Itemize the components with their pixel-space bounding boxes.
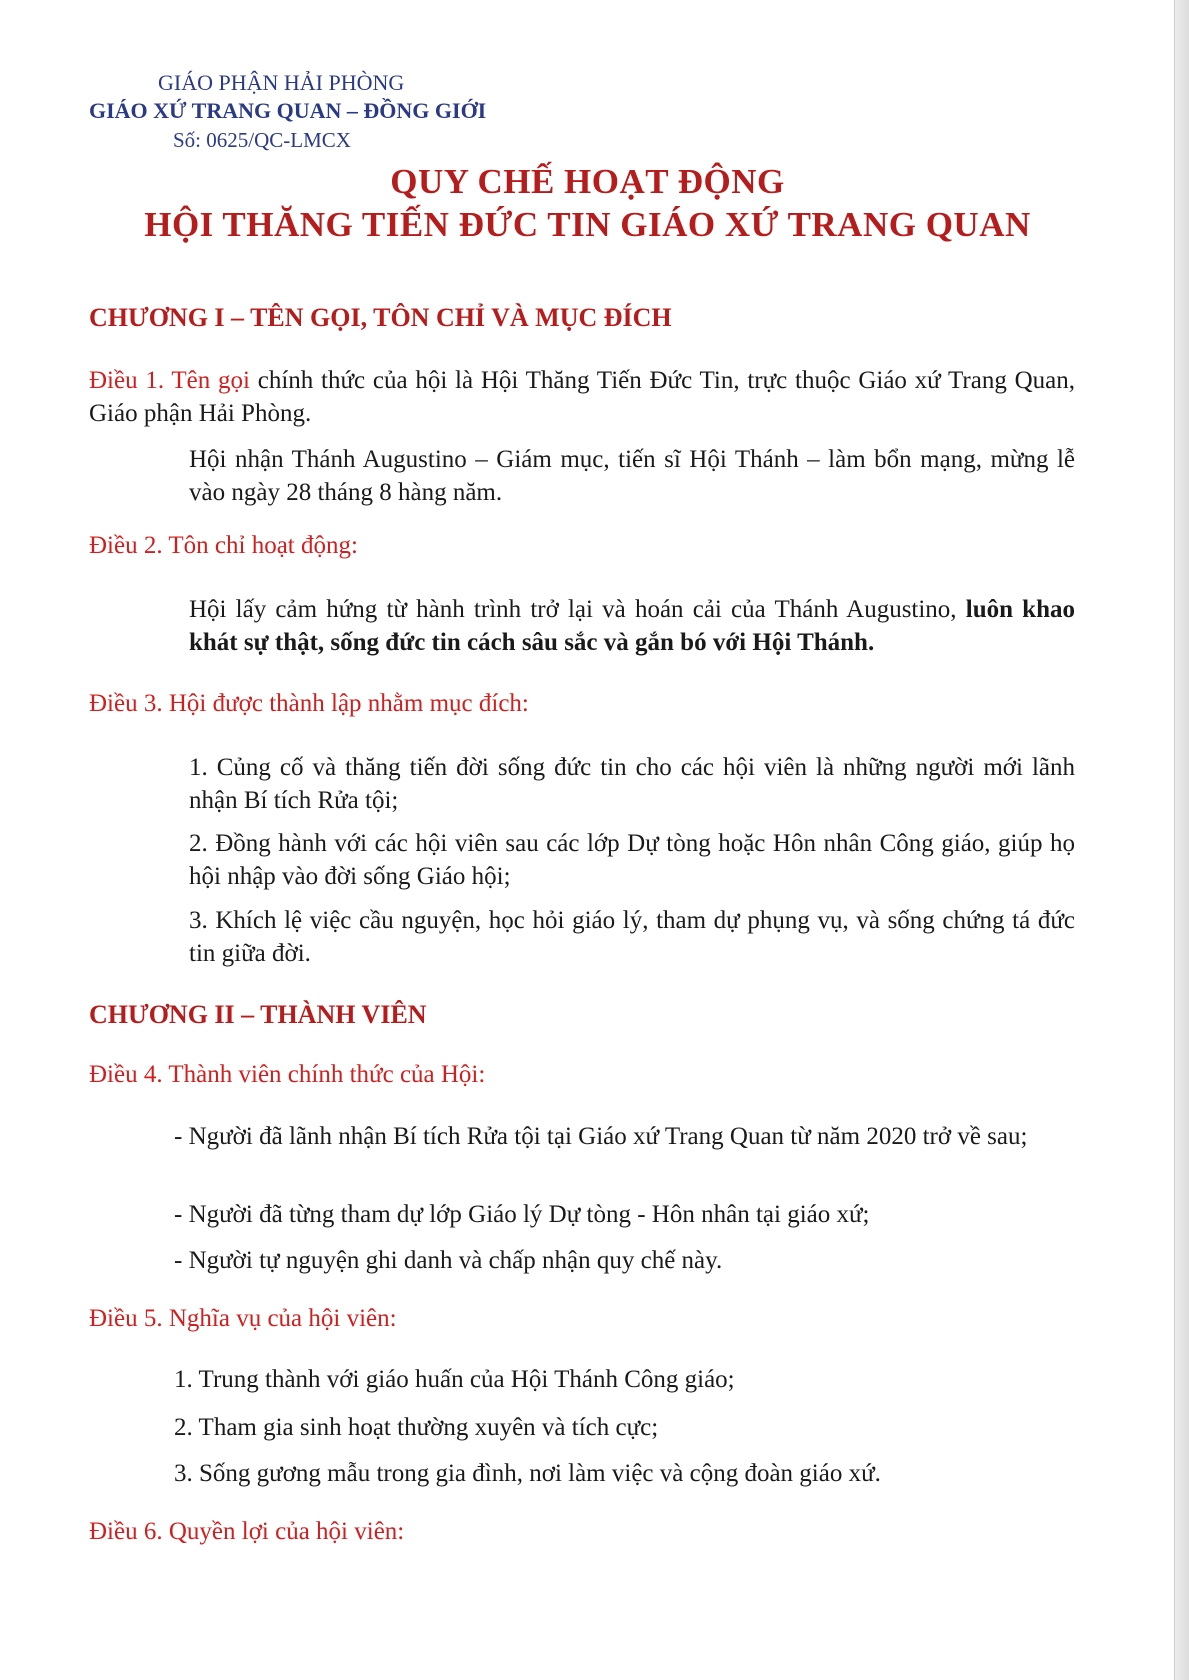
article-4-heading: Điều 4. Thành viên chính thức của Hội:	[89, 1061, 486, 1088]
article-3-item-3: 3. Khích lệ việc cầu nguyện, học hỏi giáo lý, tham dự phụng vụ, và sống chứng tá đức tin giữa đời.	[189, 907, 1075, 967]
article-3-item-2: 2. Đồng hành với các hội viên sau các lớp Dự tòng hoặc Hôn nhân Công giáo, giúp họ hội nhập vào đời sống Giáo hội;	[189, 830, 1075, 890]
article-2-bold-text: luôn khao khát sự thật, sống đức tin cách sâu sắc và gắn bó với Hội Thánh.	[189, 596, 1075, 656]
article-6-heading: Điều 6. Quyền lợi của hội viên:	[89, 1518, 405, 1545]
chapter-1-heading: CHƯƠNG I – TÊN GỌI, TÔN CHỈ VÀ MỤC ĐÍCH	[89, 303, 672, 332]
article-4-item-2: - Người đã từng tham dự lớp Giáo lý Dự tòng - Hôn nhân tại giáo xứ;	[174, 1201, 870, 1228]
document-number: Số: 0625/QC-LMCX	[173, 128, 351, 152]
parish-name: GIÁO XỨ TRANG QUAN – ĐỒNG GIỚI	[89, 98, 487, 123]
article-4-item-3: - Người tự nguyện ghi danh và chấp nhận quy chế này.	[174, 1247, 723, 1274]
page-edge-shadow	[1174, 0, 1189, 1680]
article-1-patron: Hội nhận Thánh Augustino – Giám mục, tiến sĩ Hội Thánh – làm bổn mạng, mừng lễ vào ngày 28 tháng 8 hàng năm.	[189, 446, 1075, 506]
article-1-label: Điều 1. Tên gọi	[89, 367, 250, 394]
document-title-line1: QUY CHẾ HOẠT ĐỘNG	[390, 162, 785, 201]
article-5-item-3: 3. Sống gương mẫu trong gia đình, nơi làm việc và cộng đoàn giáo xứ.	[174, 1460, 881, 1487]
article-2-body	[189, 593, 1075, 659]
article-1-text: chính thức của hội là Hội Thăng Tiến Đức Tin, trực thuộc Giáo xứ Trang Quan, Giáo phận Hải Phòng.	[89, 367, 1075, 427]
article-5-item-2: 2. Tham gia sinh hoạt thường xuyên và tích cực;	[174, 1414, 659, 1441]
document-title-line2: HỘI THĂNG TIẾN ĐỨC TIN GIÁO XỨ TRANG QUAN	[144, 205, 1031, 244]
article-4-item-1: - Người đã lãnh nhận Bí tích Rửa tội tại Giáo xứ Trang Quan từ năm 2020 trở về sau;	[174, 1123, 1028, 1150]
article-3-heading: Điều 3. Hội được thành lập nhằm mục đích:	[89, 690, 529, 717]
article-5-heading: Điều 5. Nghĩa vụ của hội viên:	[89, 1305, 397, 1332]
diocese-name: GIÁO PHẬN HẢI PHÒNG	[158, 70, 405, 95]
article-1	[89, 364, 1075, 430]
article-5-item-1: 1. Trung thành với giáo huấn của Hội Thánh Công giáo;	[174, 1366, 735, 1393]
article-3-item-1: 1. Củng cố và thăng tiến đời sống đức tin cho các hội viên là những người mới lãnh nhận Bí tích Rửa tội;	[189, 754, 1075, 814]
chapter-2-heading: CHƯƠNG II – THÀNH VIÊN	[89, 1000, 427, 1029]
article-2-text: Hội lấy cảm hứng từ hành trình trở lại và hoán cải của Thánh Augustino,	[189, 596, 966, 623]
article-2-heading: Điều 2. Tôn chỉ hoạt động:	[89, 532, 358, 559]
